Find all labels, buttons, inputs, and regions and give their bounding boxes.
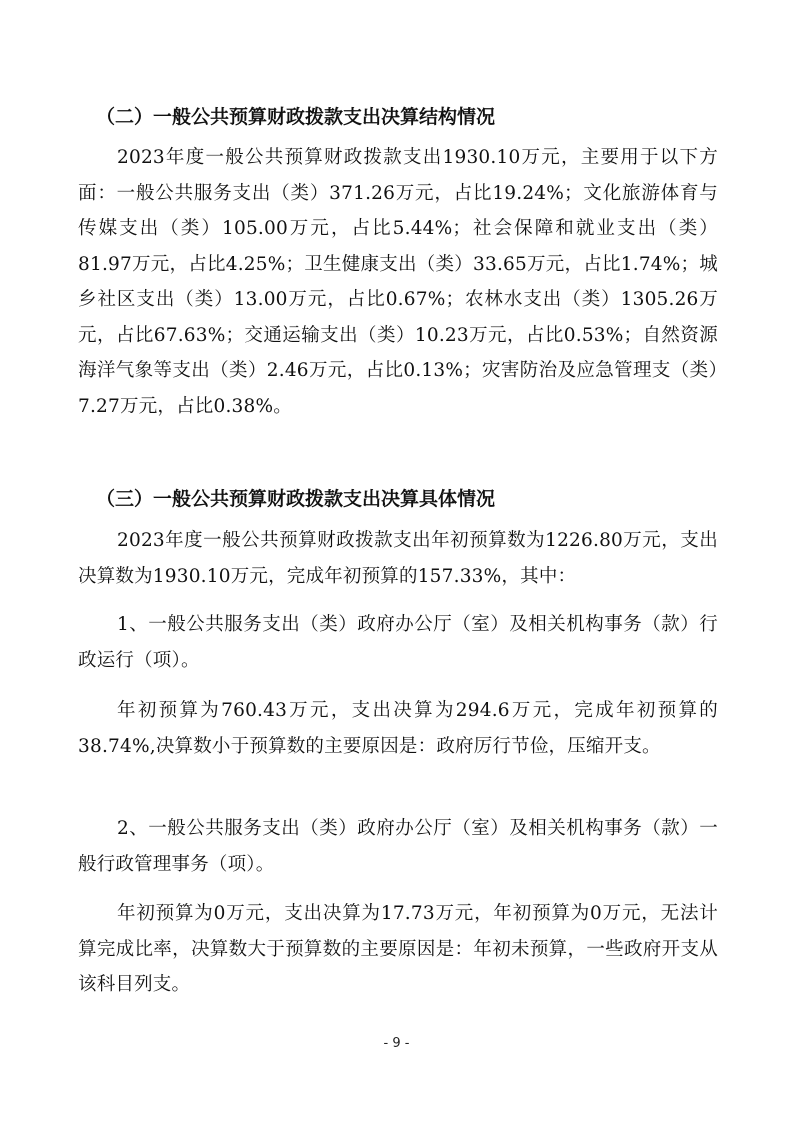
item-1-title: 1、一般公共服务支出（类）政府办公厅（室）及相关机构事务（款）行政运行（项）。	[78, 614, 718, 671]
section-2-paragraph: 2023年度一般公共预算财政拨款支出1930.10万元，主要用于以下方面：一般公共服务支出（类）371.26万元，占比19.24%；文化旅游体育与传媒支出（类）105.00万元，占比5.44%；社会保障和就业支出（类）81.97万元，占比4.25%；卫生健康支出（类）33.65万元，占比1.74%；城乡社区支出（类）13.00万元，占比0.67%；农林水支出（类）1305.26万元，占比67.63%；交通运输支出（类）10.23万元，占比0.53%；自然资源海洋气象等支出（类）2.46万元，占比0.13%；灾害防治及应急管理支（类）7.27万元，占比0.38%。	[78, 147, 718, 417]
item-1-body: 年初预算为760.43万元，支出决算为294.6万元，完成年初预算的38.74%,决算数小于预算数的主要原因是：政府厉行节俭，压缩开支。	[78, 700, 718, 757]
section-2-heading: （二）一般公共预算财政拨款支出决算结构情况	[96, 106, 496, 128]
section-3-heading: （三）一般公共预算财政拨款支出决算具体情况	[96, 488, 496, 510]
item-2-body: 年初预算为0万元，支出决算为17.73万元，年初预算为0万元，无法计算完成比率，决算数大于预算数的主要原因是：年初未预算，一些政府开支从该科目列支。	[78, 903, 718, 995]
section-3-intro: 2023年度一般公共预算财政拨款支出年初预算数为1226.80万元，支出决算数为1930.10万元，完成年初预算的157.33%，其中：	[78, 530, 718, 587]
page-number: - 9 -	[383, 1036, 410, 1051]
item-2-title: 2、一般公共服务支出（类）政府办公厅（室）及相关机构事务（款）一般行政管理事务（项）。	[78, 818, 718, 875]
